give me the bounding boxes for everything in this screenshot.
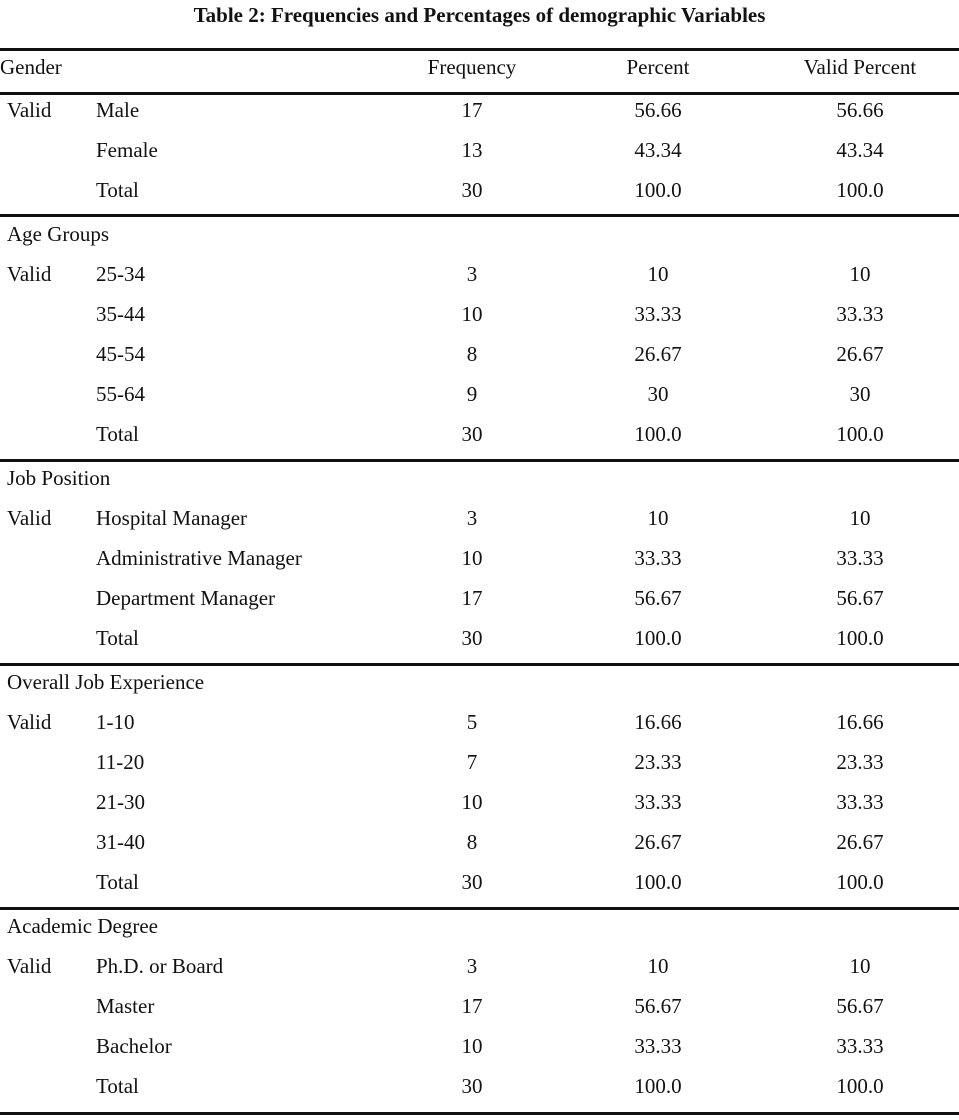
- experience-percent-21-30: 33.33: [634, 790, 682, 814]
- experience-frequency-total: 30: [461, 870, 483, 894]
- age-category-total: Total: [96, 422, 139, 446]
- degree-valid-percent-master: 56.67: [836, 994, 884, 1018]
- age-valid-percent-total: 100.0: [836, 422, 884, 446]
- degree-category-phd-or-board: Ph.D. or Board: [96, 954, 224, 978]
- degree-percent-total: 100.0: [634, 1074, 682, 1098]
- age-percent-25-34: 10: [647, 262, 669, 286]
- experience-valid-percent-11-20: 23.33: [836, 750, 884, 774]
- age-valid-percent-35-44: 33.33: [836, 302, 884, 326]
- section-rule-job-position: [0, 459, 959, 462]
- age-valid-percent-45-54: 26.67: [836, 342, 884, 366]
- experience-category-11-20: 11-20: [96, 750, 145, 774]
- experience-valid-percent-31-40: 26.67: [836, 830, 884, 854]
- job-frequency-administrative-manager: 10: [461, 546, 483, 570]
- experience-frequency-21-30: 10: [461, 790, 483, 814]
- job-valid-label: Valid: [7, 506, 52, 530]
- section-label-job-position: Job Position: [7, 466, 111, 490]
- table-title: Table 2: Frequencies and Percentages of demographic Variables: [193, 3, 766, 27]
- header-rule: [0, 92, 959, 95]
- age-percent-35-44: 33.33: [634, 302, 682, 326]
- degree-percent-phd-or-board: 10: [647, 954, 669, 978]
- table-top-rule: [0, 48, 959, 51]
- degree-valid-percent-phd-or-board: 10: [849, 954, 871, 978]
- experience-category-1-10: 1-10: [96, 710, 135, 734]
- experience-percent-31-40: 26.67: [634, 830, 682, 854]
- age-category-35-44: 35-44: [96, 302, 145, 326]
- age-frequency-total: 30: [461, 422, 483, 446]
- job-category-total: Total: [96, 626, 139, 650]
- section-rule-academic-degree: [0, 907, 959, 910]
- gender-frequency-male: 17: [461, 98, 483, 122]
- degree-percent-master: 56.67: [634, 994, 682, 1018]
- job-percent-total: 100.0: [634, 626, 682, 650]
- degree-frequency-phd-or-board: 3: [466, 954, 478, 978]
- header-percent: Percent: [626, 55, 690, 79]
- job-percent-department-manager: 56.67: [634, 586, 682, 610]
- job-valid-percent-department-manager: 56.67: [836, 586, 884, 610]
- gender-frequency-total: 30: [461, 178, 483, 202]
- header-valid-percent: Valid Percent: [803, 55, 917, 79]
- table-bottom-rule: [0, 1112, 959, 1115]
- job-frequency-total: 30: [461, 626, 483, 650]
- gender-percent-female: 43.34: [634, 138, 682, 162]
- section-label-gender: Gender: [0, 55, 62, 79]
- experience-frequency-11-20: 7: [466, 750, 478, 774]
- experience-category-total: Total: [96, 870, 139, 894]
- age-valid-percent-55-64: 30: [849, 382, 871, 406]
- age-category-55-64: 55-64: [96, 382, 145, 406]
- degree-frequency-total: 30: [461, 1074, 483, 1098]
- age-valid-label: Valid: [7, 262, 52, 286]
- age-valid-percent-25-34: 10: [849, 262, 871, 286]
- gender-valid-label: Valid: [7, 98, 52, 122]
- degree-frequency-bachelor: 10: [461, 1034, 483, 1058]
- experience-percent-1-10: 16.66: [634, 710, 682, 734]
- gender-frequency-female: 13: [461, 138, 483, 162]
- degree-category-bachelor: Bachelor: [96, 1034, 172, 1058]
- job-category-department-manager: Department Manager: [96, 586, 276, 610]
- header-frequency: Frequency: [427, 55, 517, 79]
- experience-frequency-31-40: 8: [466, 830, 478, 854]
- gender-category-total: Total: [96, 178, 139, 202]
- experience-valid-percent-21-30: 33.33: [836, 790, 884, 814]
- experience-valid-label: Valid: [7, 710, 52, 734]
- age-percent-45-54: 26.67: [634, 342, 682, 366]
- degree-valid-percent-total: 100.0: [836, 1074, 884, 1098]
- experience-frequency-1-10: 5: [466, 710, 478, 734]
- experience-category-31-40: 31-40: [96, 830, 145, 854]
- age-frequency-25-34: 3: [466, 262, 478, 286]
- experience-valid-percent-1-10: 16.66: [836, 710, 884, 734]
- job-frequency-department-manager: 17: [461, 586, 483, 610]
- age-frequency-35-44: 10: [461, 302, 483, 326]
- section-label-overall-job-experience: Overall Job Experience: [7, 670, 205, 694]
- degree-category-master: Master: [96, 994, 155, 1018]
- degree-valid-label: Valid: [7, 954, 52, 978]
- job-category-administrative-manager: Administrative Manager: [96, 546, 302, 570]
- degree-valid-percent-bachelor: 33.33: [836, 1034, 884, 1058]
- gender-percent-total: 100.0: [634, 178, 682, 202]
- job-valid-percent-hospital-manager: 10: [849, 506, 871, 530]
- job-frequency-hospital-manager: 3: [466, 506, 478, 530]
- degree-percent-bachelor: 33.33: [634, 1034, 682, 1058]
- job-category-hospital-manager: Hospital Manager: [96, 506, 248, 530]
- section-rule-age-groups: [0, 214, 959, 217]
- age-frequency-45-54: 8: [466, 342, 478, 366]
- age-category-25-34: 25-34: [96, 262, 145, 286]
- gender-valid-percent-male: 56.66: [836, 98, 884, 122]
- age-frequency-55-64: 9: [466, 382, 478, 406]
- gender-category-female: Female: [96, 138, 158, 162]
- gender-category-male: Male: [96, 98, 140, 122]
- job-valid-percent-administrative-manager: 33.33: [836, 546, 884, 570]
- age-percent-55-64: 30: [647, 382, 669, 406]
- gender-valid-percent-total: 100.0: [836, 178, 884, 202]
- job-percent-administrative-manager: 33.33: [634, 546, 682, 570]
- section-label-age-groups: Age Groups: [7, 222, 110, 246]
- section-label-academic-degree: Academic Degree: [7, 914, 158, 938]
- experience-valid-percent-total: 100.0: [836, 870, 884, 894]
- gender-valid-percent-female: 43.34: [836, 138, 884, 162]
- degree-category-total: Total: [96, 1074, 139, 1098]
- section-rule-overall-job-experience: [0, 663, 959, 666]
- experience-category-21-30: 21-30: [96, 790, 145, 814]
- experience-percent-11-20: 23.33: [634, 750, 682, 774]
- experience-percent-total: 100.0: [634, 870, 682, 894]
- gender-percent-male: 56.66: [634, 98, 682, 122]
- job-valid-percent-total: 100.0: [836, 626, 884, 650]
- age-category-45-54: 45-54: [96, 342, 145, 366]
- age-percent-total: 100.0: [634, 422, 682, 446]
- degree-frequency-master: 17: [461, 994, 483, 1018]
- job-percent-hospital-manager: 10: [647, 506, 669, 530]
